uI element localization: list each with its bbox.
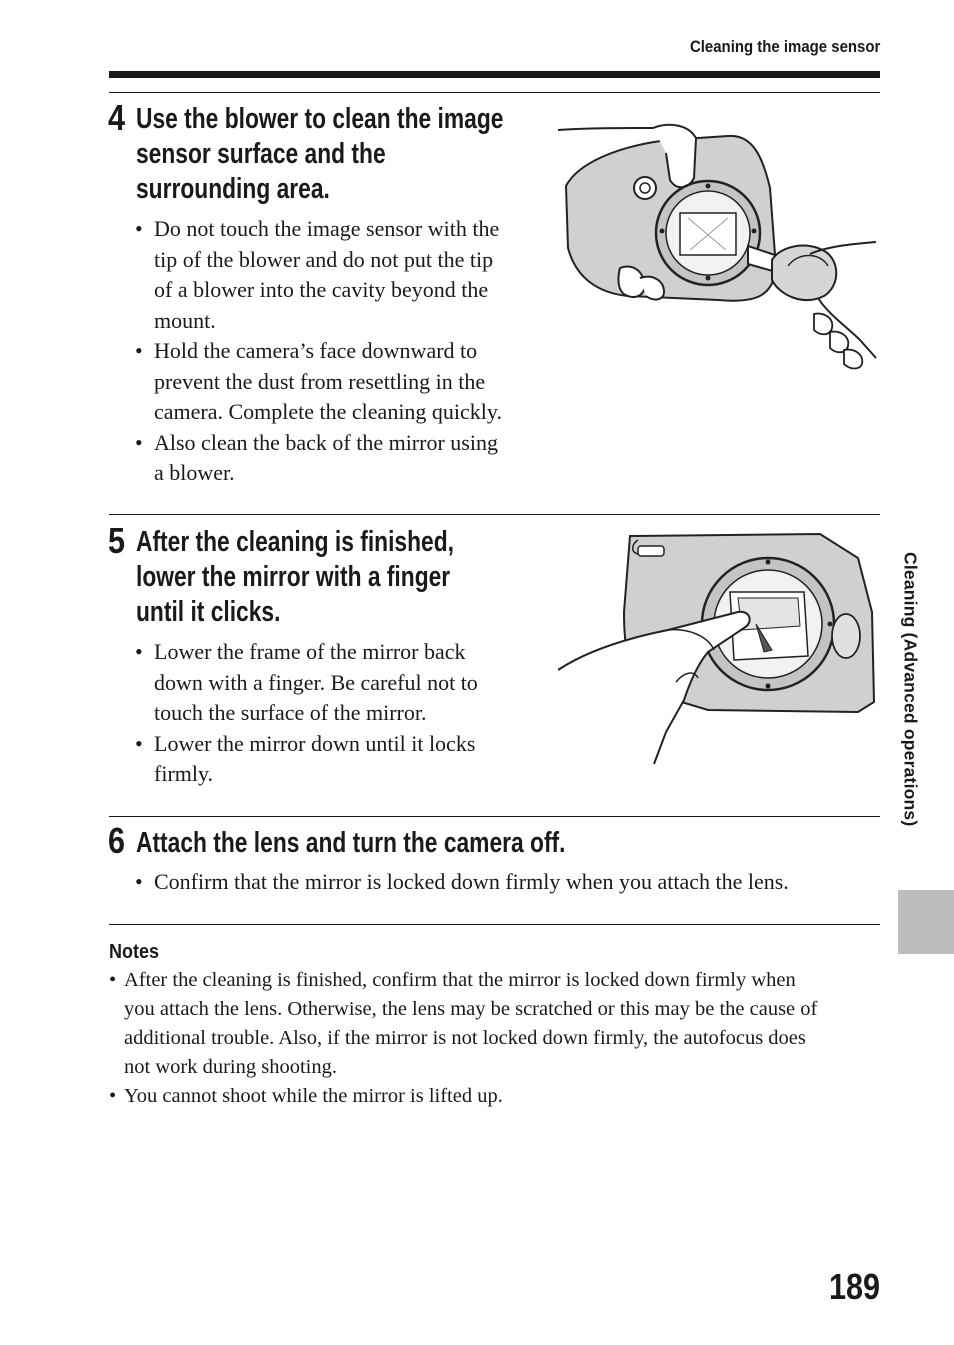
- note-line: • You cannot shoot while the mirror is lifted up.: [124, 1085, 503, 1107]
- step-6-title: [136, 826, 565, 861]
- step-5-title: [136, 525, 454, 630]
- step-6-number: 6: [108, 820, 126, 861]
- step-4-title-line: sensor surface and the: [136, 138, 386, 170]
- notes-heading: Notes: [109, 941, 160, 963]
- note-line: • After the cleaning is finished, confirm that the mirror is locked down firmly when: [124, 969, 796, 991]
- step-5-title-line: lower the mirror with a finger: [136, 561, 451, 593]
- bullet-line: • Lower the frame of the mirror back: [154, 639, 466, 664]
- bullet-line: touch the surface of the mirror.: [154, 700, 427, 725]
- note-line: not work during shooting.: [124, 1056, 337, 1078]
- list-item: [135, 336, 502, 428]
- step-5-title-line: until it clicks.: [136, 596, 281, 628]
- step-4-title-line: surrounding area.: [136, 173, 330, 205]
- notes-divider: [109, 924, 880, 925]
- bullet-line: camera. Complete the cleaning quickly.: [154, 399, 502, 424]
- page-number: 189: [828, 1266, 880, 1307]
- bullet-line: • Hold the camera’s face downward to: [154, 338, 478, 363]
- bullet-line: down with a finger. Be careful not to: [154, 669, 478, 695]
- step-6-title-line: Attach the lens and turn the camera off.: [136, 827, 566, 859]
- bullet-line: a blower.: [154, 460, 235, 485]
- blower-cleaning-illustration: [558, 118, 880, 374]
- list-item: [135, 867, 789, 898]
- step-4-title: [136, 102, 503, 207]
- notes-list: [109, 966, 884, 1111]
- list-item: [109, 966, 884, 1082]
- list-item: [135, 428, 502, 489]
- step-5-number: 5: [108, 520, 126, 561]
- section-divider: [109, 514, 880, 515]
- step-4-title-line: Use the blower to clean the image: [136, 103, 504, 135]
- note-line: additional trouble. Also, if the mirror is not locked down firmly, the autofocus does: [124, 1027, 806, 1049]
- bullet-line: • Lower the mirror down until it locks: [154, 730, 476, 756]
- chapter-side-label: [890, 552, 930, 872]
- header-rule-thick: [109, 71, 880, 78]
- list-item: [135, 637, 478, 729]
- list-item: [135, 214, 502, 336]
- lower-mirror-illustration: [558, 532, 880, 766]
- step-6-bullets: [135, 867, 789, 898]
- step-5-title-line: After the cleaning is finished,: [136, 526, 454, 558]
- bullet-line: prevent the dust from resettling in the: [154, 368, 486, 394]
- list-item: [109, 1082, 884, 1111]
- bullet-line: • Also clean the back of the mirror using: [154, 429, 498, 455]
- bullet-line: • Do not touch the image sensor with the: [154, 216, 500, 241]
- note-line: you attach the lens. Otherwise, the lens may be scratched or this may be the cause of: [124, 998, 818, 1020]
- section-divider: [109, 816, 880, 817]
- header-rule-thin: [109, 92, 880, 93]
- step-5-bullets: [135, 637, 478, 790]
- running-header: Cleaning the image sensor: [689, 37, 880, 56]
- bullet-line: mount.: [154, 307, 216, 333]
- bullet-line: • Confirm that the mirror is locked down firmly when you attach the lens.: [154, 869, 789, 894]
- bullet-line: firmly.: [154, 761, 214, 786]
- step-4-bullets: [135, 214, 502, 489]
- list-item: [135, 729, 478, 790]
- bullet-line: of a blower into the cavity beyond the: [154, 277, 489, 302]
- chapter-tab-marker: [898, 890, 954, 954]
- step-4-number: 4: [108, 97, 126, 138]
- chapter-side-label-text: Cleaning (Advanced operations): [900, 552, 921, 827]
- bullet-line: tip of the blower and do not put the tip: [154, 246, 494, 272]
